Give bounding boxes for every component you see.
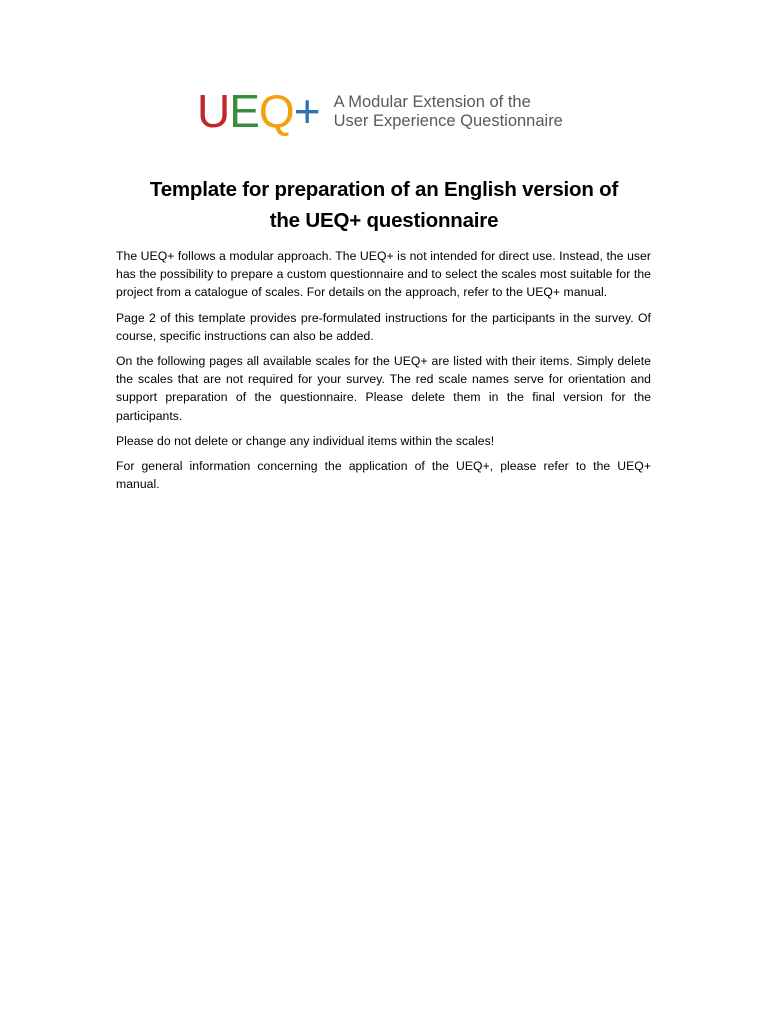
paragraph-intro: The UEQ+ follows a modular approach. The UEQ+ is not intended for direct use. Instead, the user has the possibility to prepare a custom questionnaire and to select the scales most suitable for the project from a catalogue of scales. For details on the approach, refer to the UEQ+ manual. [116, 249, 651, 300]
logo-letter-e: E [229, 85, 259, 137]
logo-tagline-line1: A Modular Extension of the [333, 93, 531, 111]
logo-tagline-line2: User Experience Questionnaire [333, 112, 563, 130]
title-line1: Template for preparation of an English version of [149, 178, 619, 201]
logo-letter-q: Q [258, 85, 294, 137]
paragraph-general-info: For general information concerning the application of the UEQ+, please refer to the UEQ+ manual. [116, 459, 651, 492]
paragraph-instructions: Page 2 of this template provides pre-formulated instructions for the participants in the survey. Of course, specific instructions can also be added. [116, 310, 651, 343]
logo-letter-plus: + [293, 85, 320, 137]
logo-letter-u: U [197, 85, 230, 137]
logo-mark [197, 85, 320, 137]
document-body [116, 247, 651, 500]
ueq-plus-logo [197, 85, 563, 137]
paragraph-scales: On the following pages all available scales for the UEQ+ are listed with their items. Simply delete the scales that are not required for your survey. The red scale names serve for orientation and support preparation of the questionnaire. Please delete them in the final version for the participants. [116, 354, 651, 423]
document-title [100, 174, 668, 236]
title-line2: the UEQ+ questionnaire [269, 209, 499, 232]
logo-tagline [334, 93, 563, 131]
paragraph-warning: Please do not delete or change any individual items within the scales! [116, 433, 495, 448]
